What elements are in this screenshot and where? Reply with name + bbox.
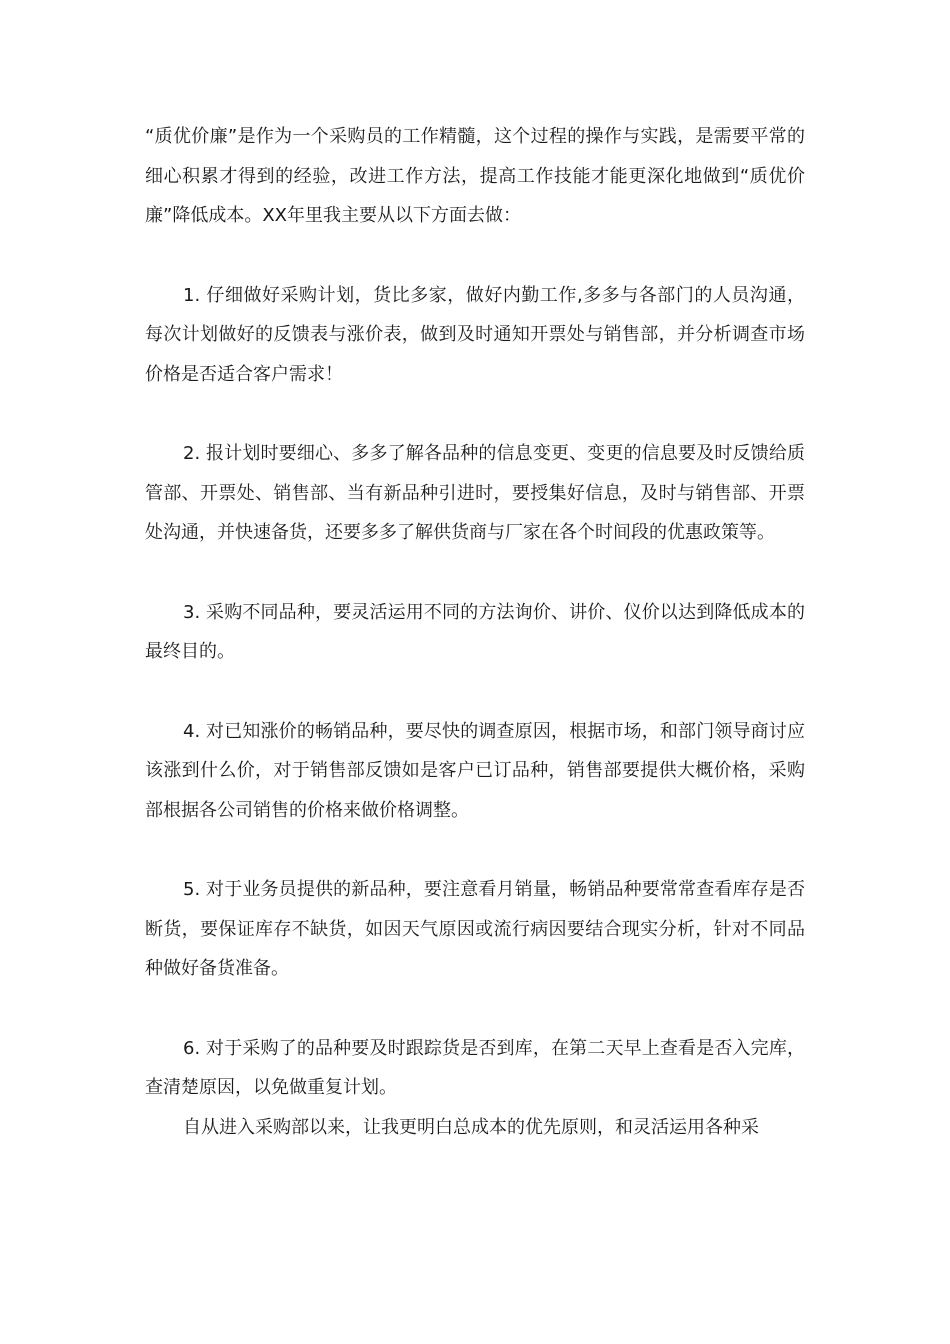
list-item: 2. 报计划时要细心、多多了解各品种的信息变更、变更的信息要及时反馈给质管部、开票处、销售部、当有新品种引进时，要授集好信息，及时与销售部、开票处沟通，并快速备货，还要多多了解供货商与厂家在各个时间段的优惠政策等。 [145,443,805,543]
paragraph-gap [145,236,805,276]
paragraph-gap [145,394,805,434]
list-item: 6. 对于采购了的品种要及时跟踪货是否到库，在第二天早上查看是否入完库，查清楚原因，以免做重复计划。 [145,1037,805,1098]
list-item: 4. 对已知涨价的畅销品种，要尽快的调查原因，根据市场，和部门领导商讨应该涨到什么价，对于销售部反馈如是客户已订品种，销售部要提供大概价格，采购部根据各公司销售的价格来做价格调整。 [145,720,805,821]
closing-paragraph: 自从进入采购部以来，让我更明白总成本的优先原则，和灵活运用各种采 [183,1116,759,1138]
intro-paragraph: “质优价廉”是作为一个采购员的工作精髓，这个过程的操作与实践，是需要平常的细心积累才得到的经验，改进工作方法，提高工作技能才能更深化地做到“质优价廉”降低成本。XX年里我主要从以下方面去做： [145,126,805,226]
list-item: 3. 采购不同品种，要灵活运用不同的方法询价、讲价、仪价以达到降低成本的最终目的。 [145,601,805,662]
paragraph-gap [145,989,805,1029]
list-item: 5. 对于业务员提供的新品种，要注意看月销量，畅销品种要常常查看库存是否断货，要保证库存不缺货，如因天气原因或流行病因要结合现实分析，针对不同品种做好备货准备。 [145,879,805,979]
list-item: 1. 仔细做好采购计划，货比多家，做好内勤工作,多多与各部门的人员沟通，每次计划做好的反馈表与涨价表，做到及时通知开票处与销售部，并分析调查市场价格是否适合客户需求！ [145,284,805,385]
paragraph-gap [145,672,805,712]
paragraph-gap [145,830,805,870]
document-body [145,117,805,1147]
paragraph-gap [145,553,805,593]
